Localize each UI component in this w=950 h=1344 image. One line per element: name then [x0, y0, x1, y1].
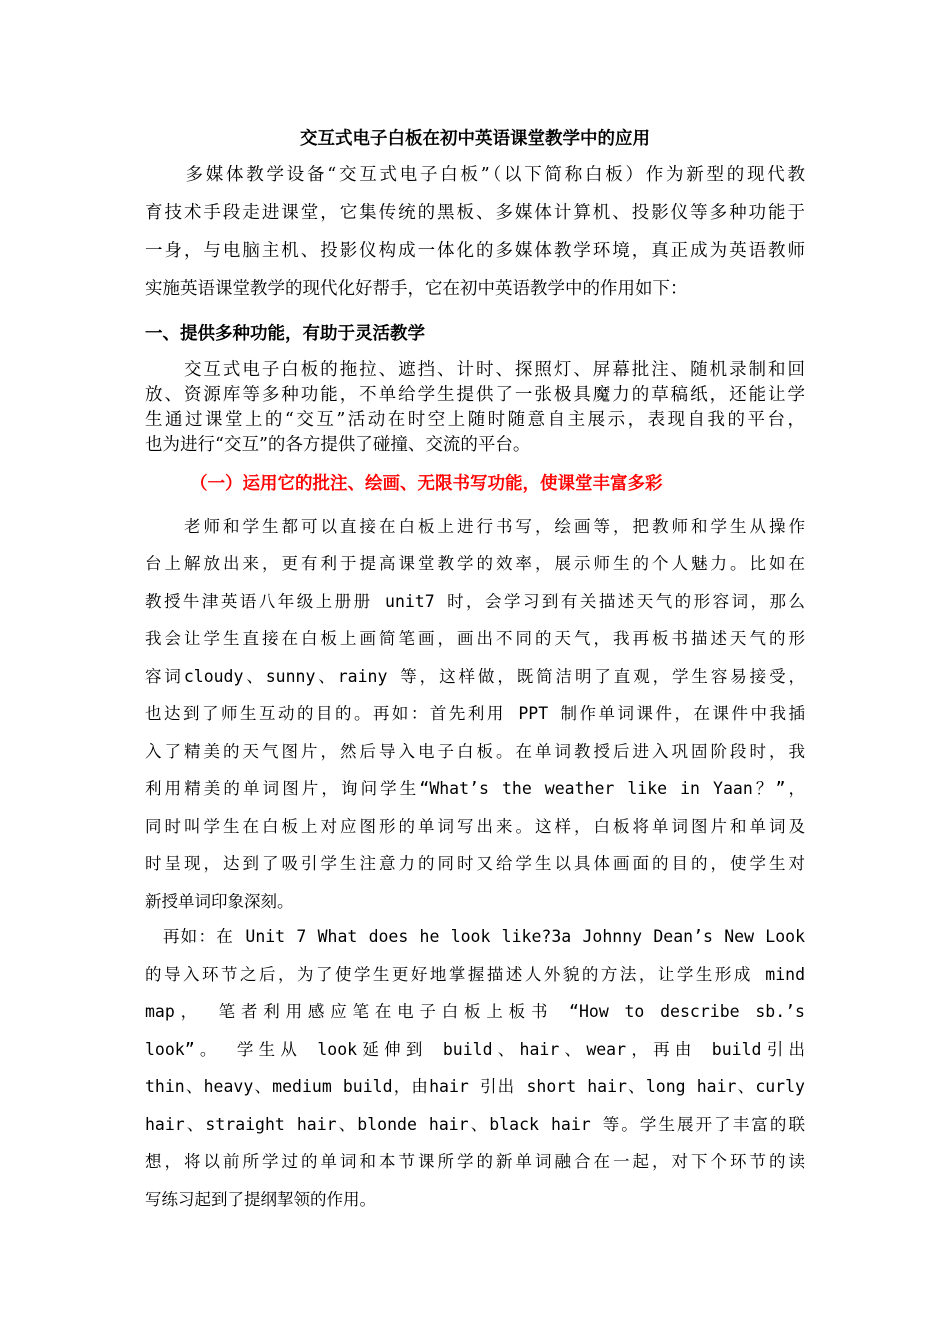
body-line: map， 笔者利用感应笔在电子白板上板书 “How to describe sb.’s	[145, 1002, 805, 1021]
body-line: 容词cloudy、sunny、rainy 等，这样做，既简洁明了直观，学生容易接受，	[145, 667, 805, 686]
body-line: 同时叫学生在白板上对应图形的单词写出来。这样，白板将单词图片和单词及	[145, 817, 805, 836]
section1-line: 生通过课堂上的“交互”活动在时空上随时随意自主展示，表现自我的平台，	[145, 410, 805, 430]
intro-line: 实施英语课堂教学的现代化好帮手，它在初中英语教学中的作用如下：	[145, 279, 688, 299]
body-line: look”。 学生从 look延伸到 build、hair、wear，再由 build引出	[145, 1040, 805, 1059]
body-line: 时呈现，达到了吸引学生注意力的同时又给学生以具体画面的目的，使学生对	[145, 854, 805, 873]
body-line: 利用精美的单词图片，询问学生“What’s the weather like in Yaan？”，	[145, 779, 805, 798]
body-line: 再如：在 Unit 7 What does he look like?3a Johnny Dean’s New Look	[145, 927, 805, 946]
body-line: thin、heavy、medium build，由hair 引出 short hair、long hair、curly	[145, 1077, 805, 1096]
section1-line: 放、资源库等多种功能，不单给学生提供了一张极具魔力的草稿纸，还能让学	[145, 385, 805, 405]
body-line: 老师和学生都可以直接在白板上进行书写，绘画等，把教师和学生从操作	[145, 517, 805, 536]
intro-line: 多媒体教学设备“交互式电子白板”（以下简称白板）作为新型的现代教	[145, 165, 805, 185]
section1-line: 也为进行“交互”的各方提供了碰撞、交流的平台。	[145, 435, 531, 455]
intro-line: 一身，与电脑主机、投影仪构成一体化的多媒体教学环境，真正成为英语教师	[145, 241, 805, 261]
body-line: 新授单词印象深刻。	[145, 892, 294, 911]
body-line: 也达到了师生互动的目的。再如：首先利用 PPT 制作单词课件，在课件中我插	[145, 704, 805, 723]
section-heading: 一、提供多种功能，有助于灵活教学	[145, 324, 425, 344]
body-line: 教授牛津英语八年级上册册 unit7 时，会学习到有关描述天气的形容词，那么	[145, 592, 805, 611]
section1-line: 交互式电子白板的拖拉、遮挡、计时、探照灯、屏幕批注、随机录制和回	[145, 360, 805, 380]
body-line: 想，将以前所学过的单词和本节课所学的新单词融合在一起，对下个环节的读	[145, 1152, 805, 1171]
body-line: 的导入环节之后，为了使学生更好地掌握描述人外貌的方法，让学生形成 mind	[145, 965, 805, 984]
intro-line: 育技术手段走进课堂，它集传统的黑板、多媒体计算机、投影仪等多种功能于	[145, 203, 805, 223]
body-line: 我会让学生直接在白板上画简笔画，画出不同的天气，我再板书描述天气的形	[145, 629, 805, 648]
body-line: hair、straight hair、blonde hair、black hair 等。学生展开了丰富的联	[145, 1115, 805, 1134]
body-line: 入了精美的天气图片，然后导入电子白板。在单词教授后进入巩固阶段时，我	[145, 742, 805, 761]
body-line: 写练习起到了提纲挈领的作用。	[145, 1190, 376, 1209]
document-title: 交互式电子白板在初中英语课堂教学中的应用	[300, 129, 650, 149]
subsection-heading: （一）运用它的批注、绘画、无限书写功能，使课堂丰富多彩	[190, 474, 663, 494]
body-line: 台上解放出来，更有利于提高课堂教学的效率，展示师生的个人魅力。比如在	[145, 554, 805, 573]
